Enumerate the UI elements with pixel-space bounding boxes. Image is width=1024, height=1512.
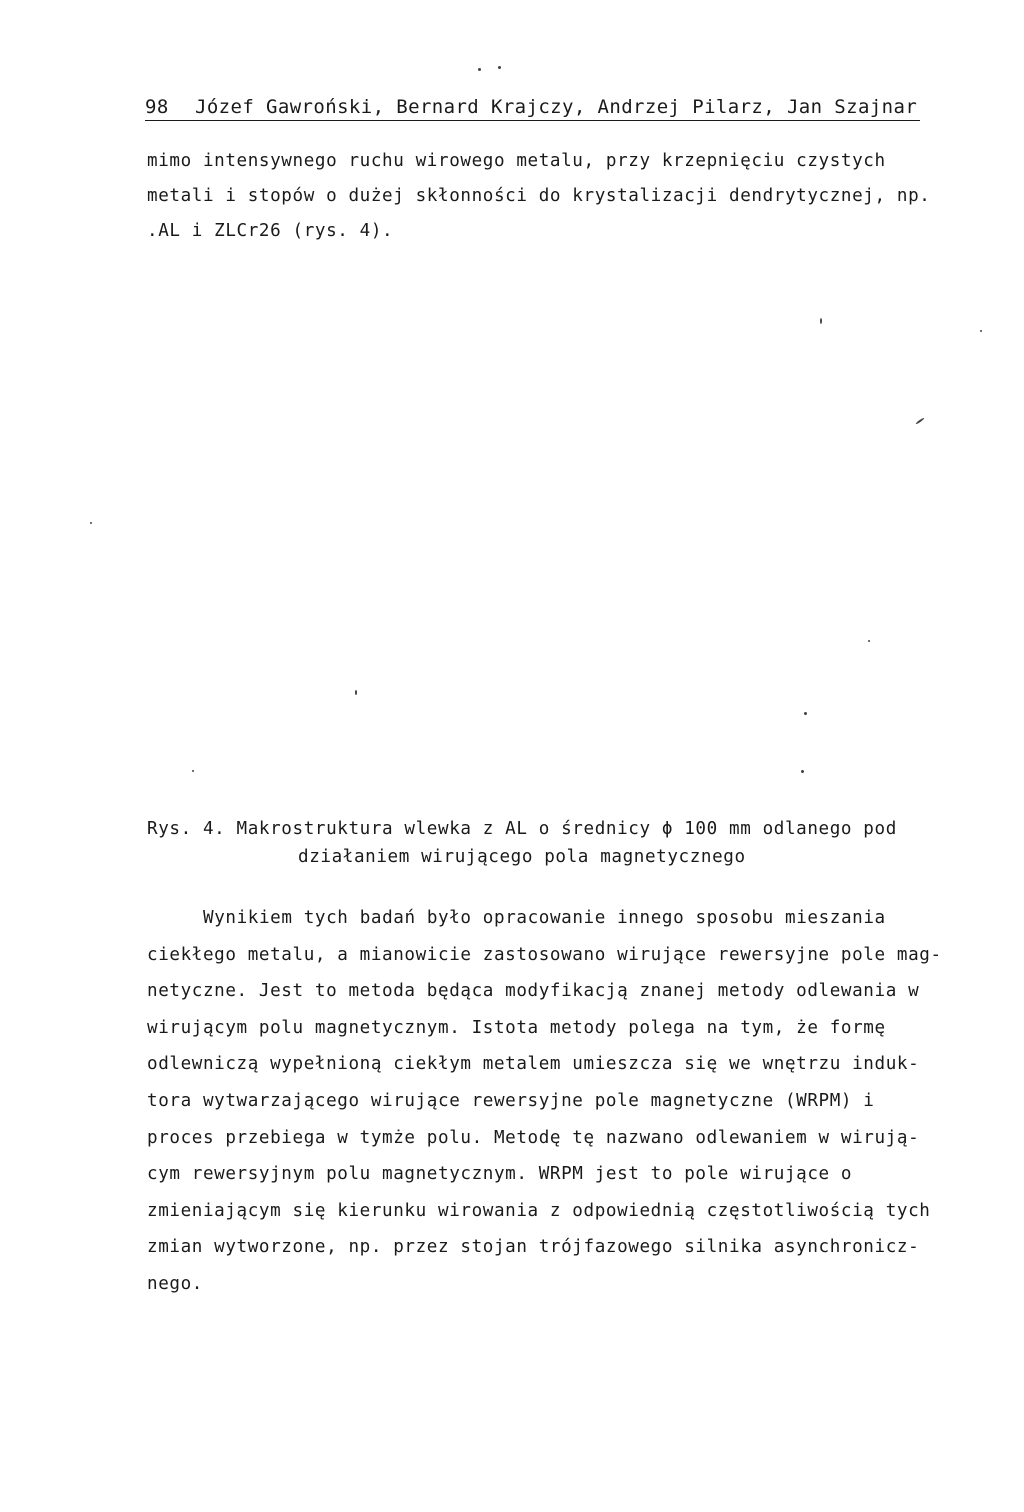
scan-speck: [478, 68, 481, 71]
text-line: netyczne. Jest to metoda będąca modyfikacją znanej metody odlewania w: [147, 981, 920, 1002]
text-line: odlewniczą wypełnioną ciekłym metalem umieszcza się we wnętrzu induk-: [147, 1054, 920, 1075]
text-line: mimo intensywnego ruchu wirowego metalu, przy krzepnięciu czystych: [147, 151, 886, 171]
figure-area-blank: [150, 270, 910, 790]
caption-line: działaniem wirującego pola magnetycznego: [298, 847, 746, 867]
running-header: [145, 96, 920, 121]
text-line: metali i stopów o dużej skłonności do krystalizacji dendrytycznej, np.: [147, 186, 931, 206]
scan-speck: [498, 66, 501, 69]
text-line: Wynikiem tych badań było opracowanie innego sposobu mieszania: [203, 908, 886, 928]
paragraph-method: [147, 900, 942, 1303]
scan-speck: [90, 522, 92, 524]
scan-speck: [801, 770, 804, 773]
scan-speck: [915, 417, 924, 424]
text-line: proces przebiega w tymże polu. Metodę tę nazwano odlewaniem w wirują-: [147, 1127, 920, 1148]
paragraph-intro: [147, 144, 931, 249]
page-number: 98: [145, 96, 169, 118]
header-authors: Józef Gawroński, Bernard Krajczy, Andrzej Pilarz, Jan Szajnar: [195, 96, 918, 118]
scan-speck: [868, 640, 870, 642]
text-line: tora wytwarzającego wirujące rewersyjne pole magnetyczne (WRPM) i: [147, 1090, 875, 1111]
scan-speck: [804, 712, 807, 715]
scan-speck: [192, 770, 194, 772]
text-line: ciekłego metalu, a mianowicie zastosowano wirujące rewersyjne pole mag-: [147, 944, 942, 965]
text-line: zmieniającym się kierunku wirowania z odpowiednią częstotliwością tych: [147, 1200, 931, 1221]
text-line: wirującym polu magnetycznym. Istota metody polega na tym, że formę: [147, 1017, 886, 1038]
caption-line: Rys. 4. Makrostruktura wlewka z AL o średnicy ϕ 100 mm odlanego pod: [147, 819, 897, 839]
scan-speck: [980, 330, 982, 332]
text-line: cym rewersyjnym polu magnetycznym. WRPM jest to pole wirujące o: [147, 1164, 853, 1185]
figure-caption: [147, 815, 947, 871]
text-line: zmian wytworzone, np. przez stojan trójfazowego silnika asynchronicz-: [147, 1237, 920, 1258]
scan-speck: [820, 318, 822, 324]
scan-speck: [355, 690, 357, 695]
text-line: nego.: [147, 1273, 203, 1294]
text-line: .AL i ZLCr26 (rys. 4).: [147, 221, 394, 241]
